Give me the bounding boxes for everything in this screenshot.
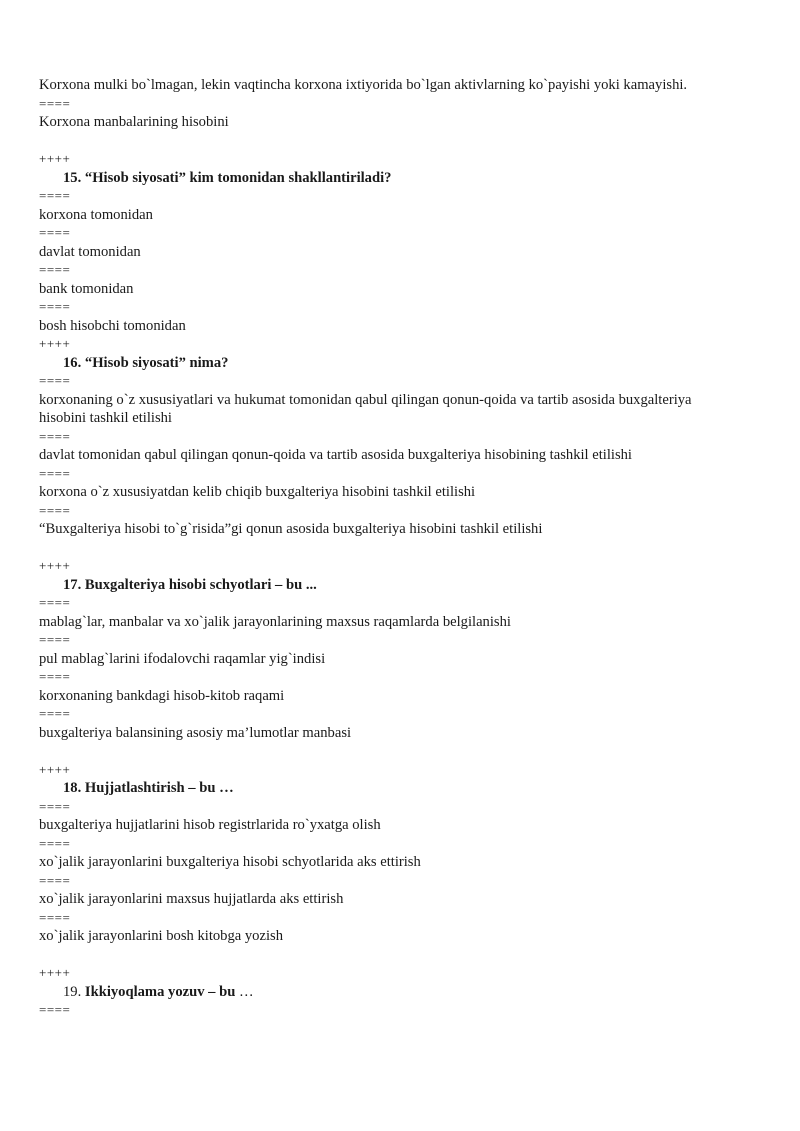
question-text: “Hisob siyosati” kim tomonidan shakllantiriladi? — [84, 169, 392, 186]
separator: ==== — [39, 262, 71, 277]
separator: ==== — [39, 798, 71, 814]
separator: ==== — [39, 95, 71, 111]
question-number: 18. — [63, 780, 82, 796]
answer-text: korxonaning bankdagi hisob-kitob raqami — [39, 687, 285, 704]
separator: ==== — [39, 188, 71, 203]
answer-text: xo`jalik jarayonlarini bosh kitobga yozish — [39, 928, 283, 944]
separator: ++++ — [39, 558, 71, 573]
separator: ++++ — [39, 336, 71, 351]
answer-text: korxonaning o`z xususiyatlari va hukumat tomonidan qabul qilingan qonun-qoida va tartib asosida buxgalteriya hisobini tashkil etilishi — [39, 391, 692, 426]
answer-text: xo`jalik jarayonlarini maxsus hujjatlarda aks ettirish — [39, 891, 344, 907]
separator: ++++ — [39, 151, 71, 166]
separator: ==== — [39, 706, 71, 721]
separator: ==== — [39, 835, 71, 851]
separator: ==== — [39, 299, 71, 314]
separator: ==== — [39, 909, 71, 925]
separator: ==== — [39, 502, 71, 518]
answer-text: buxgalteriya hujjatlarini hisob registrlarida ro`yxatga olish — [39, 817, 381, 833]
answer-text: korxona tomonidan — [39, 206, 153, 223]
separator: ==== — [39, 1002, 71, 1017]
answer-text: pul mablag`larini ifodalovchi raqamlar yig`indisi — [39, 650, 326, 667]
answer-text: mablag`lar, manbalar va xo`jalik jarayonlarining maxsus raqamlarda belgilanishi — [39, 613, 511, 630]
answer-text: bank tomonidan — [39, 280, 134, 297]
separator: ==== — [39, 225, 71, 240]
answer-text: xo`jalik jarayonlarini buxgalteriya hisobi schyotlarida aks ettirish — [39, 854, 421, 870]
blank-line — [39, 946, 740, 965]
question-suffix: … — [235, 983, 254, 1000]
answer-text: Korxona manbalarining hisobini — [39, 114, 229, 130]
question-number: 19. — [63, 983, 82, 1000]
question-number: 17. — [63, 576, 82, 593]
question-19 — [39, 983, 740, 1002]
question-number: 16. — [63, 354, 82, 371]
question-text: Hujjatlashtirish – bu … — [84, 780, 234, 796]
separator: ==== — [39, 373, 71, 388]
question-15 — [39, 169, 740, 188]
question-17 — [39, 576, 740, 595]
question-16 — [39, 354, 740, 373]
answer-text: Korxona mulki bo`lmagan, lekin vaqtincha korxona ixtiyorida bo`lgan aktivlarning ko`payishi yoki kamayishi. — [39, 77, 688, 93]
blank-line — [39, 539, 740, 558]
answer-text: buxgalteriya balansining asosiy ma’lumotlar manbasi — [39, 724, 352, 741]
separator: ++++ — [39, 761, 71, 777]
separator: ==== — [39, 595, 71, 610]
separator: ==== — [39, 632, 71, 647]
blank-line — [39, 132, 740, 151]
answer-text: davlat tomonidan — [39, 243, 141, 260]
separator: ==== — [39, 465, 71, 481]
question-18 — [39, 779, 740, 798]
question-text: Buxgalteriya hisobi schyotlari – bu ... — [84, 576, 317, 593]
blank-line — [39, 742, 740, 761]
question-number: 15. — [63, 169, 82, 186]
question-text: “Hisob siyosati” nima? — [84, 354, 229, 371]
separator: ==== — [39, 872, 71, 888]
separator: ++++ — [39, 965, 71, 980]
question-text: Ikkiyoqlama yozuv – bu — [84, 983, 236, 1000]
answer-text: bosh hisobchi tomonidan — [39, 317, 186, 334]
separator: ==== — [39, 428, 71, 444]
answer-text: “Buxgalteriya hisobi to`g`risida”gi qonun asosida buxgalteriya hisobini tashkil etilishi — [39, 521, 543, 537]
separator: ==== — [39, 669, 71, 684]
answer-text: davlat tomonidan qabul qilingan qonun-qoida va tartib asosida buxgalteriya hisobining tashkil etilishi — [39, 447, 632, 463]
answer-text: korxona o`z xususiyatdan kelib chiqib buxgalteriya hisobini tashkil etilishi — [39, 484, 476, 500]
